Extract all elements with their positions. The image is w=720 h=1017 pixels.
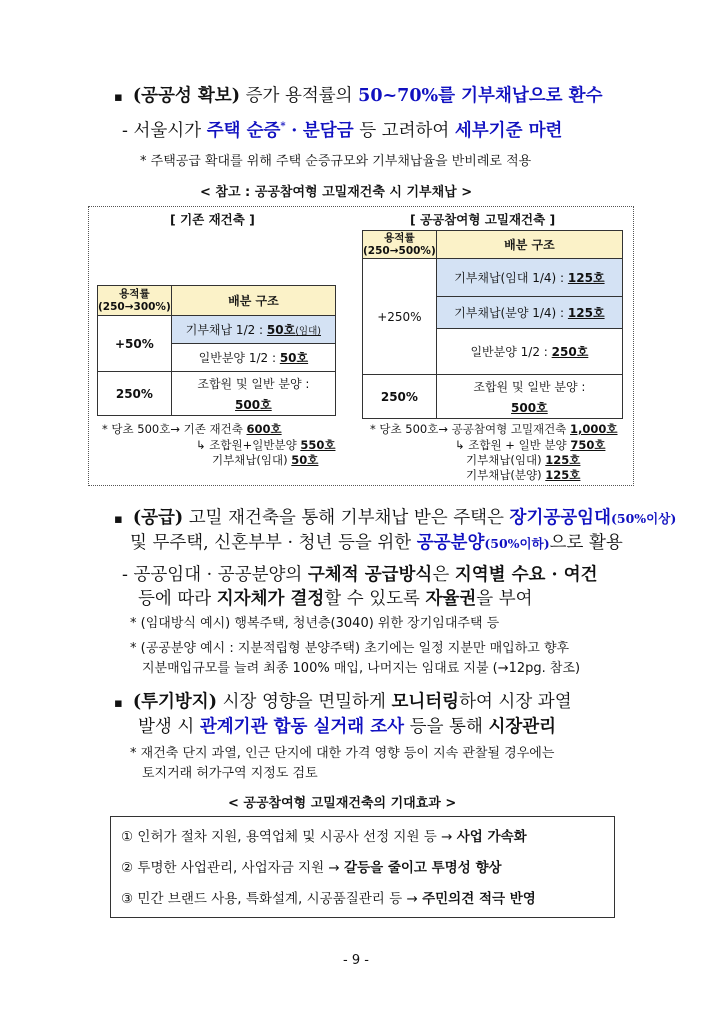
note-value: 600호 <box>246 422 282 436</box>
sub-bold: 지자체가 결정 <box>216 589 325 609</box>
left-note-2 <box>196 437 335 453</box>
section2-highlight2-sub: (50%이하) <box>484 536 550 551</box>
section2-text: 고밀 재건축을 통해 기부채납 받은 주택은 <box>188 508 504 528</box>
sub-bold: 구체적 공급방식 <box>307 565 433 585</box>
cell-label: 조합원 및 일반 분양 : <box>197 376 310 391</box>
ratio-cell: 250% <box>363 375 437 419</box>
note-text: ↳ 조합원 + 일반 분양 <box>455 438 571 452</box>
distribution-cell <box>436 259 622 297</box>
section3-text: 발생 시 <box>138 717 195 737</box>
ratio-header: 용적률 (250→300%) <box>98 286 172 316</box>
right-table-caption: [ 공공참여형 고밀재건축 ] <box>410 212 556 227</box>
right-table <box>362 230 623 419</box>
note-value: 125호 <box>545 453 581 467</box>
section2-highlight2: 공공분양 <box>416 533 485 553</box>
section3-text: 시장 영향을 면밀하게 <box>222 692 386 712</box>
note-text: 기부채납(임대) <box>212 453 292 467</box>
section1-sub <box>122 117 562 142</box>
distribution-cell <box>436 375 622 419</box>
sub-text: 등에 따라 <box>138 589 212 609</box>
cell-value: 125호 <box>567 271 605 285</box>
effect-number: ③ <box>121 891 134 907</box>
section3-note-b: 토지거래 허가구역 지정도 검토 <box>142 766 318 781</box>
cell-label: 기부채납(분양 1/4) : <box>454 306 568 320</box>
cell-label: 일반분양 1/2 : <box>198 351 280 365</box>
cell-label: 기부채납(임대 1/4) : <box>454 271 568 285</box>
distribution-cell <box>171 316 335 344</box>
sub-text2: 등 고려하여 <box>359 121 450 141</box>
section2-heading <box>114 504 676 529</box>
note-value: 750호 <box>570 438 606 452</box>
cell-value: 50호 <box>279 351 309 365</box>
sub-bold: 지역별 수요 · 여건 <box>454 565 598 585</box>
distribution-cell <box>436 329 622 375</box>
section3-line2 <box>138 713 556 738</box>
cell-label: 기부채납 1/2 : <box>185 323 267 337</box>
note-text: 기부채납(분양) <box>466 468 546 482</box>
effect-result: 사업 가속화 <box>456 829 527 845</box>
effect-text: 인허가 절차 지원, 용역업체 및 시공사 선정 지원 등 → <box>137 829 457 845</box>
note-value: 1,000호 <box>570 422 618 436</box>
ratio-cell: 250% <box>98 372 172 416</box>
section2-highlight1: 장기공공임대 <box>509 508 611 528</box>
note-value: 50호 <box>291 453 319 467</box>
note-value: 550호 <box>300 438 336 452</box>
section3-bold: 모니터링 <box>391 692 460 712</box>
bullet-icon: ▪ <box>114 512 123 527</box>
bullet-icon: ▪ <box>114 696 123 711</box>
section3-bold: 시장관리 <box>488 717 557 737</box>
section2-tag: (공급) <box>132 508 184 528</box>
effect-number: ① <box>121 829 134 845</box>
structure-header: 배분 구조 <box>171 286 335 316</box>
distribution-cell <box>436 297 622 329</box>
right-note-4 <box>466 467 580 483</box>
effect-item <box>121 856 502 876</box>
section2-line2 <box>130 529 623 554</box>
section1-tag: (공공성 확보) <box>132 86 240 106</box>
sub-text: 을 부여 <box>476 589 533 609</box>
ratio-cell: +250% <box>363 259 437 375</box>
section1-heading <box>114 82 602 107</box>
right-note-3 <box>466 452 580 468</box>
effects-box <box>110 816 615 918</box>
section3-tag: (투기방지) <box>132 692 217 712</box>
section2-note1: * (임대방식 예시) 행복주택, 청년층(3040) 위한 장기임대주택 등 <box>130 616 500 631</box>
note-text: ↳ 조합원+일반분양 <box>196 438 301 452</box>
structure-header: 배분 구조 <box>436 231 622 259</box>
note-value: 125호 <box>545 468 581 482</box>
sub-text1: 서울시가 <box>133 121 202 141</box>
footnote-star: * <box>280 121 286 133</box>
section3-note-a: * 재건축 단지 과열, 인근 단지에 대한 가격 영향 등이 지속 관찰될 경우에는 <box>130 746 555 761</box>
right-note-1 <box>370 421 618 437</box>
right-note-2 <box>455 437 605 453</box>
reference-title: < 참고 : 공공참여형 고밀재건축 시 기부채납 > <box>200 185 473 200</box>
sub-highlight3: 세부기준 마련 <box>454 121 563 141</box>
sub-text: 할 수 있도록 <box>324 589 420 609</box>
effect-number: ② <box>121 860 134 876</box>
left-note-1 <box>102 421 282 437</box>
left-note-3 <box>212 452 318 468</box>
effect-text: 투명한 사업관리, 사업자금 지원 → <box>137 860 344 876</box>
effect-result: 주민의견 적극 반영 <box>422 891 536 907</box>
sub-text: - 공공임대 · 공공분양의 <box>122 565 303 585</box>
section1-highlight: 50~70%를 기부채납으로 환수 <box>358 86 603 106</box>
left-table-caption: [ 기존 재건축 ] <box>170 212 255 227</box>
left-table <box>97 285 336 416</box>
cell-label: 일반분양 1/2 : <box>470 345 552 359</box>
note-text: * 당초 500호→ 기존 재건축 <box>102 422 247 436</box>
cell-label: 조합원 및 일반 분양 : <box>473 379 586 394</box>
section2-note2b: 지분매입규모를 늘려 최종 100% 매입, 나머지는 임대료 지불 (→12pg. 참조) <box>142 661 581 676</box>
effects-title: < 공공참여형 고밀재건축의 기대효과 > <box>228 796 457 811</box>
section2-highlight1-sub: (50%이상) <box>610 511 677 526</box>
note-text: * 당초 500호→ 공공참여형 고밀재건축 <box>370 422 571 436</box>
cell-suffix: (임대) <box>295 326 321 337</box>
cell-value: 50호 <box>266 323 296 337</box>
section2-sub2 <box>138 585 533 610</box>
distribution-cell <box>171 372 335 416</box>
distribution-cell <box>171 344 335 372</box>
ratio-header: 용적률 (250→500%) <box>363 231 436 257</box>
section2-note2a: * (공공분양 예시 : 지분적립형 분양주택) 초기에는 일정 지분만 매입하고 향후 <box>130 641 570 656</box>
section2-sub1 <box>122 561 598 586</box>
ratio-cell: +50% <box>98 316 172 372</box>
middle-dot: · <box>291 121 298 141</box>
section3-text: 하여 시장 과열 <box>459 692 572 712</box>
bullet-icon: ▪ <box>114 90 123 105</box>
dash: - <box>122 121 128 141</box>
cell-value: 250호 <box>551 345 589 359</box>
section2-text: 으로 활용 <box>549 533 623 553</box>
section1-text: 증가 용적률의 <box>245 86 353 106</box>
cell-value: 125호 <box>567 306 605 320</box>
cell-value: 500호 <box>511 400 548 415</box>
sub-bold: 자율권 <box>425 589 477 609</box>
section1-note: * 주택공급 확대를 위해 주택 순증규모와 기부채납율을 반비례로 적용 <box>140 154 532 169</box>
note-text: 기부채납(임대) <box>466 453 546 467</box>
effect-text: 민간 브랜드 사용, 특화설계, 시공품질관리 등 → <box>137 891 423 907</box>
sub-highlight1: 주택 순증 <box>206 121 281 141</box>
page-number: - 9 - <box>343 953 369 968</box>
section3-text: 등을 통해 <box>409 717 483 737</box>
cell-value: 500호 <box>235 397 272 412</box>
effect-item <box>121 825 527 845</box>
sub-highlight2: 분담금 <box>302 121 354 141</box>
section2-text: 및 무주택, 신혼부부 · 청년 등을 위한 <box>130 533 412 553</box>
section3-heading <box>114 688 572 713</box>
section3-highlight: 관계기관 합동 실거래 조사 <box>199 717 405 737</box>
sub-text: 은 <box>432 565 450 585</box>
effect-result: 갈등을 줄이고 투명성 향상 <box>344 860 502 876</box>
effect-item <box>121 887 536 907</box>
